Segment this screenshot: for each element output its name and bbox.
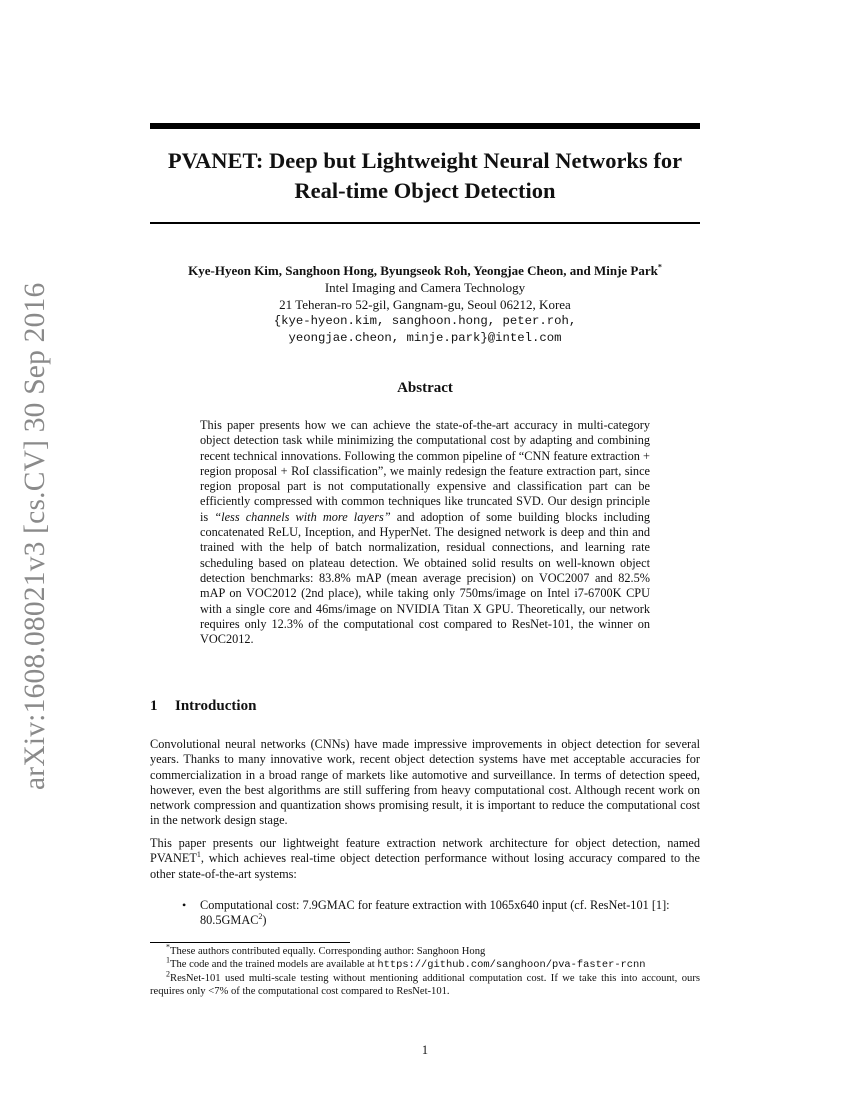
title-line-1: PVANET: Deep but Lightweight Neural Networks for	[167, 148, 683, 173]
author-mark: *	[657, 262, 662, 272]
footnote-ref-2[interactable]: 2	[258, 912, 263, 922]
author-names	[150, 262, 700, 279]
footnote-star	[150, 942, 700, 958]
bullet-item	[184, 898, 700, 929]
code-repository-link[interactable]: https://github.com/sanghoon/pva-faster-rcnn	[377, 959, 646, 971]
footnote-star-mark: *	[166, 942, 170, 952]
p2-text-2: , which achieves real-time object detection performance without losing accuracy compared to the other state-of-the-art systems:	[150, 851, 700, 881]
bullet-text	[200, 898, 700, 929]
footnote-1	[150, 955, 700, 972]
footnote-star-text: These authors contributed equally. Corresponding author: Sanghoon Hong	[170, 946, 486, 957]
footnote-2-mark: 2	[166, 969, 170, 979]
emails-line-2: yeongjae.cheon, minje.park}@intel.com	[288, 331, 562, 345]
abstract-text-1: This paper presents how we can achieve the state-of-the-art accuracy in multi-category object detection task while minimizing the computational cost by adapting and combining recent technical innovations. Following the common pipeline of “CNN feature extraction + region proposal + RoI classification”, we mainly redesign the feature extraction part, since region proposal part is not computationally expensive and classification part can be efficiently compressed with common techniques like truncated SVD. Our design principle is	[200, 418, 650, 524]
address: 21 Teheran-ro 52-gil, Gangnam-gu, Seoul 06212, Korea	[279, 297, 571, 312]
abstract-body	[200, 418, 650, 647]
intro-paragraph-1: Convolutional neural networks (CNNs) have made impressive improvements in object detection for several years. Thanks to many innovative work, recent object detection systems have met acceptable accuracies for commercialization in a broad range of markets like automotive and surveillance. In terms of detection speed, however, even the best algorithms are still suffering from heavy computational cost. Although recent work on network compression and quantization shows promising result, it is important to reduce the computational cost in the network design stage.	[150, 737, 700, 828]
page-number: 1	[421, 1043, 429, 1057]
footnote-rule	[150, 942, 350, 943]
abstract-italic: “less channels with more layers”	[214, 509, 391, 524]
section-number: 1	[150, 698, 158, 714]
p2-text-1: This paper presents our lightweight feature extraction network architecture for object detection, named PVANET	[150, 836, 700, 866]
title-top-rule	[150, 123, 700, 129]
arxiv-identifier: arXiv:1608.08021v3 [cs.CV] 30 Sep 2016	[19, 282, 51, 790]
title-bottom-rule	[150, 222, 700, 224]
abstract-text-2: and adoption of some building blocks including concatenated ReLU, Inception, and HyperNet. The designed network is deep and thin and trained with the help of batch normalization, residual connections, and learning rate scheduling based on plateau detection. We obtained solid results on well-known object detection benchmarks: 83.8% mAP (mean average precision) on VOC2007 and 82.5% mAP on VOC2012 (2nd place), while taking only 750ms/image on Intel i7-6700K CPU with a single core and 46ms/image on NVIDIA Titan X GPU. Theoretically, our network requires only 12.3% of the computational cost compared to ResNet-101, the winner on VOC2012.	[200, 509, 650, 647]
title-line-2: Real-time Object Detection	[294, 178, 556, 203]
paper-title	[150, 146, 700, 206]
footnote-2-text: ResNet-101 used multi-scale testing without mentioning additional computation cost. If we take this into account, ours requires only <7% of the computational cost compared to ResNet-101.	[150, 973, 700, 997]
abstract-heading: Abstract	[397, 380, 453, 396]
bullet-text-2: )	[262, 913, 267, 928]
section-heading-introduction	[150, 698, 256, 715]
intro-paragraph-2	[150, 836, 700, 882]
author-block	[150, 262, 700, 347]
footnote-ref-1[interactable]: 1	[196, 850, 201, 860]
bullet-text-1: Computational cost: 7.9GMAC for feature extraction with 1065x640 input (cf. ResNet-101 [1]: 80.5GMAC	[200, 898, 670, 928]
footnote-1-text: The code and the trained models are available at	[170, 959, 378, 970]
footnotes	[150, 942, 700, 998]
bullet-dot: •	[182, 898, 187, 912]
author-list: Kye-Hyeon Kim, Sanghoon Hong, Byungseok Roh, Yeongjae Cheon, and Minje Park	[188, 263, 658, 278]
footnote-2	[150, 969, 700, 998]
emails-line-1: {kye-hyeon.kim, sanghoon.hong, peter.roh,	[273, 314, 577, 328]
footnote-1-mark: 1	[166, 955, 170, 965]
section-title: Introduction	[175, 698, 257, 714]
affiliation: Intel Imaging and Camera Technology	[324, 280, 526, 295]
